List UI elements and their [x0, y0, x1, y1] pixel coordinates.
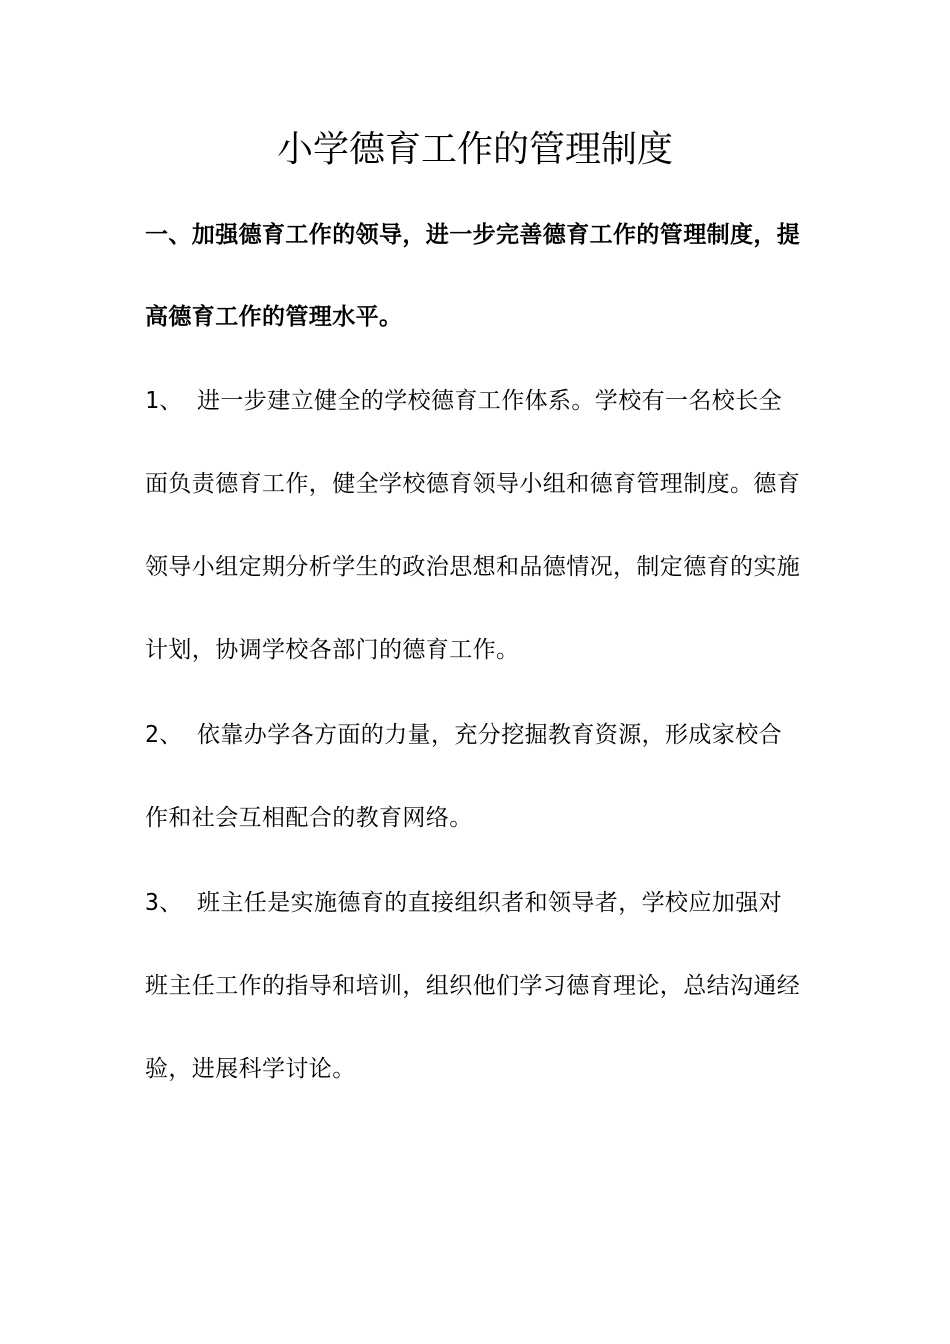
list-item-text: 依靠办学各方面的力量，充分挖掘教育资源，形成家校合作和社会互相配合的教育网络。 [145, 722, 782, 831]
list-item [145, 694, 805, 860]
section-heading: 一、加强德育工作的领导，进一步完善德育工作的管理制度，提高德育工作的管理水平。 [145, 222, 801, 330]
document-body [145, 194, 805, 1111]
document-title: 小学德育工作的管理制度 [276, 129, 673, 170]
list-item-text: 班主任是实施德育的直接组织者和领导者，学校应加强对班主任工作的指导和培训，组织他们学习德育理论，总结沟通经验，进展科学讨论。 [145, 890, 801, 1082]
list-item [145, 862, 805, 1111]
list-item [145, 360, 805, 692]
list-item-text: 进一步建立健全的学校德育工作体系。学校有一名校长全面负责德育工作，健全学校德育领导小组和德育管理制度。德育领导小组定期分析学生的政治思想和品德情况，制定德育的实施计划，协调学校各部门的德育工作。 [145, 388, 801, 663]
list-item-number: 3、 [145, 890, 183, 916]
list-item-number: 1、 [145, 388, 183, 414]
list-item-number: 2、 [145, 722, 183, 748]
